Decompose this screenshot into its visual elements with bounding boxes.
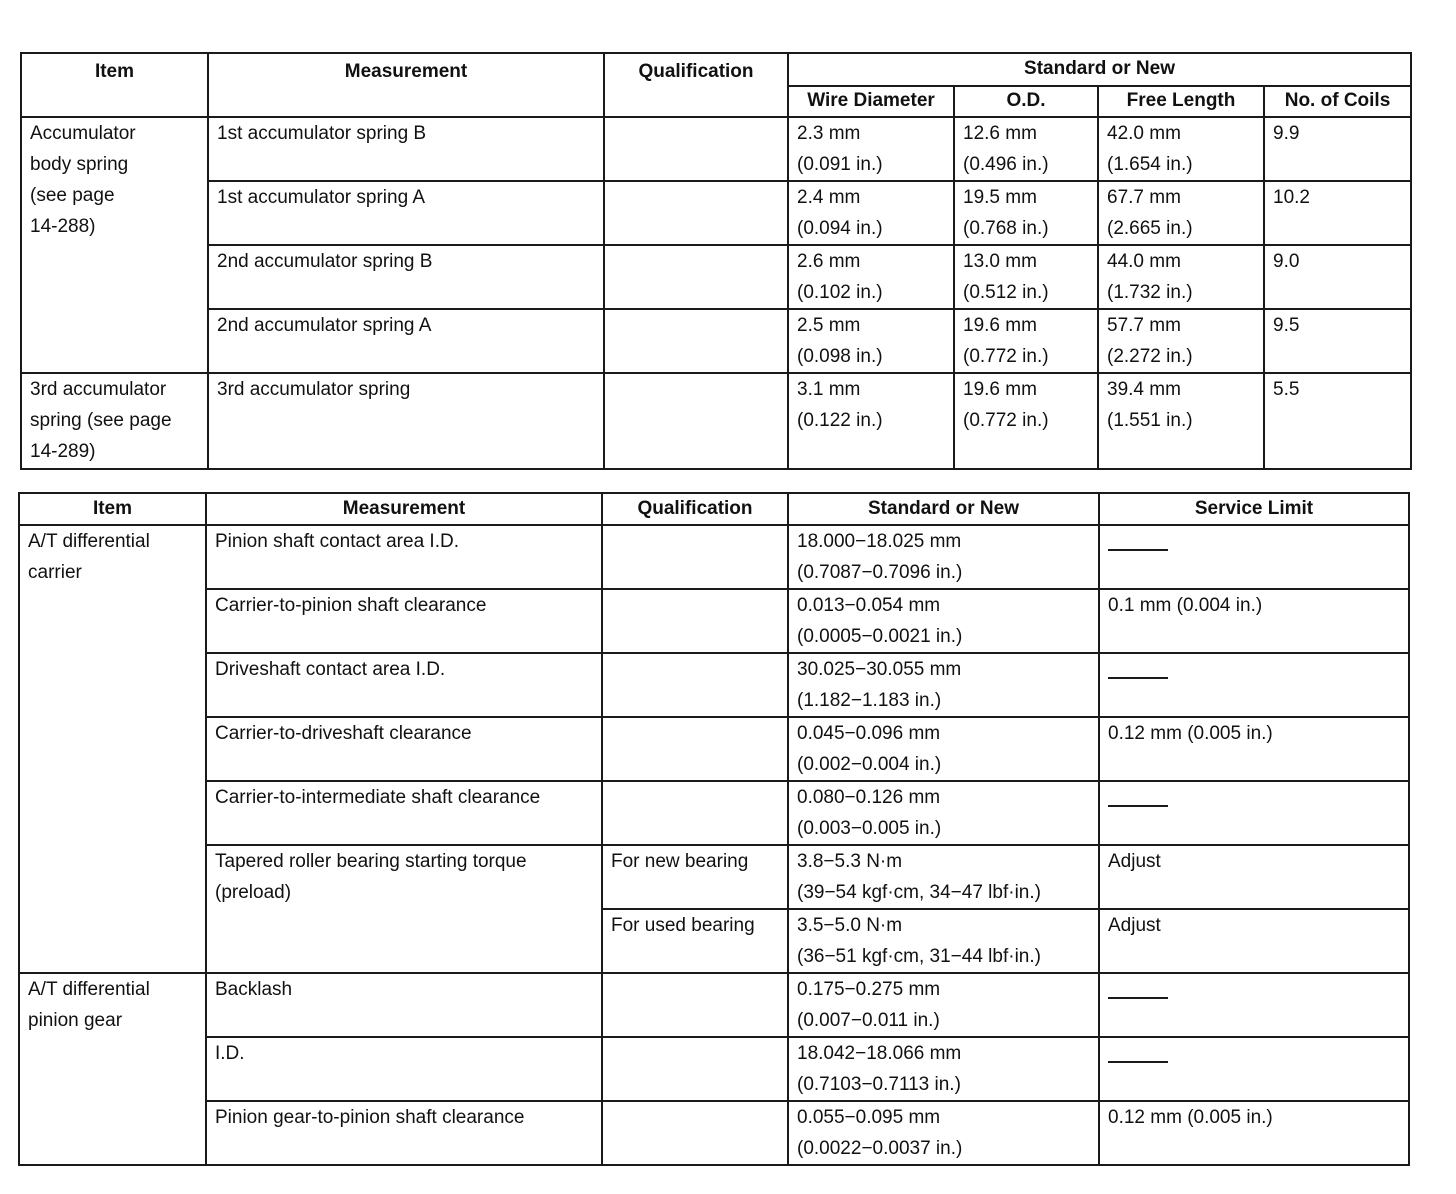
free-length-cell: [1098, 245, 1264, 309]
item-line: 14-289): [30, 441, 96, 462]
measurement-line: Tapered roller bearing starting torque: [215, 851, 527, 872]
header-item: Item: [19, 493, 206, 525]
value-in: (0.122 in.): [797, 410, 883, 431]
service-limit-cell: [1099, 1037, 1409, 1101]
wire-diameter-cell: [788, 245, 954, 309]
value-in: (2.272 in.): [1107, 346, 1193, 367]
value-in: (2.665 in.): [1107, 218, 1193, 239]
header-no-of-coils: No. of Coils: [1264, 86, 1411, 117]
standard-cell: [788, 1037, 1099, 1101]
value-mm: 2.4 mm: [797, 187, 861, 208]
no-limit-dash: [1108, 805, 1168, 807]
value-in: (0.7087−0.7096 in.): [797, 562, 963, 583]
measurement-cell: Carrier-to-intermediate shaft clearance: [206, 781, 602, 845]
standard-cell: [788, 589, 1099, 653]
service-limit-cell: 0.12 mm (0.005 in.): [1099, 1101, 1409, 1165]
table-row: [21, 181, 1411, 245]
value-nm: 3.5−5.0 N·m: [797, 915, 903, 936]
value-mm: 57.7 mm: [1107, 315, 1181, 336]
value-mm: 67.7 mm: [1107, 187, 1181, 208]
service-limit-cell: [1099, 781, 1409, 845]
table-row: [21, 373, 1411, 469]
value-in: (1.182−1.183 in.): [797, 690, 942, 711]
value-in: (0.007−0.011 in.): [797, 1010, 940, 1031]
qualification-cell: [602, 1101, 788, 1165]
coils-cell: 9.0: [1264, 245, 1411, 309]
item-line: carrier: [28, 562, 82, 583]
qualification-cell: [602, 973, 788, 1037]
qualification-cell: For used bearing: [602, 909, 788, 973]
measurement-cell: Driveshaft contact area I.D.: [206, 653, 602, 717]
table-row: [19, 1037, 1409, 1101]
value-in: (0.102 in.): [797, 282, 883, 303]
wire-diameter-cell: [788, 309, 954, 373]
value-mm: 30.025−30.055 mm: [797, 659, 962, 680]
value-kgf: (36−51 kgf·cm, 31−44 lbf·in.): [797, 946, 1041, 967]
wire-diameter-cell: [788, 181, 954, 245]
qualification-cell: [604, 181, 788, 245]
standard-cell: [788, 1101, 1099, 1165]
table-row: [19, 653, 1409, 717]
value-mm: 0.045−0.096 mm: [797, 723, 941, 744]
coils-cell: 10.2: [1264, 181, 1411, 245]
value-in: (0.496 in.): [963, 154, 1049, 175]
measurement-cell: Backlash: [206, 973, 602, 1037]
item-line: pinion gear: [28, 1010, 123, 1031]
measurement-line: (preload): [215, 882, 292, 903]
header-service-limit: Service Limit: [1099, 493, 1409, 525]
measurement-cell: Pinion gear-to-pinion shaft clearance: [206, 1101, 602, 1165]
value-in: (0.768 in.): [963, 218, 1049, 239]
table-row: [21, 245, 1411, 309]
od-cell: [954, 245, 1098, 309]
free-length-cell: [1098, 309, 1264, 373]
value-in: (0.094 in.): [797, 218, 883, 239]
coils-cell: 5.5: [1264, 373, 1411, 469]
header-standard-or-new: Standard or New: [788, 493, 1099, 525]
header-item: Item: [21, 53, 208, 117]
measurement-cell: 3rd accumulator spring: [208, 373, 604, 469]
service-limit-cell: [1099, 973, 1409, 1037]
differential-spec-table: [18, 492, 1410, 1166]
item-line: spring (see page: [30, 410, 172, 431]
wire-diameter-cell: [788, 117, 954, 181]
measurement-cell: Pinion shaft contact area I.D.: [206, 525, 602, 589]
value-mm: 0.055−0.095 mm: [797, 1107, 941, 1128]
no-limit-dash: [1108, 1061, 1168, 1063]
value-in: (1.732 in.): [1107, 282, 1193, 303]
standard-cell: [788, 653, 1099, 717]
qualification-cell: [602, 717, 788, 781]
free-length-cell: [1098, 373, 1264, 469]
no-limit-dash: [1108, 549, 1168, 551]
header-measurement: Measurement: [206, 493, 602, 525]
measurement-cell: [206, 845, 602, 973]
item-3rd-accumulator-spring: [21, 373, 208, 469]
value-mm: 3.1 mm: [797, 379, 861, 400]
value-mm: 18.000−18.025 mm: [797, 531, 962, 552]
coils-cell: 9.9: [1264, 117, 1411, 181]
value-mm: 19.6 mm: [963, 379, 1037, 400]
qualification-cell: [604, 373, 788, 469]
value-mm: 42.0 mm: [1107, 123, 1181, 144]
value-mm: 0.080−0.126 mm: [797, 787, 941, 808]
accumulator-spring-table: [20, 52, 1412, 470]
table-row: [19, 525, 1409, 589]
measurement-cell: 1st accumulator spring A: [208, 181, 604, 245]
value-mm: 2.3 mm: [797, 123, 861, 144]
value-mm: 19.5 mm: [963, 187, 1037, 208]
value-in: (0.003−0.005 in.): [797, 818, 942, 839]
header-qualification: Qualification: [604, 53, 788, 117]
value-in: (0.772 in.): [963, 410, 1049, 431]
value-in: (0.002−0.004 in.): [797, 754, 942, 775]
qualification-cell: [604, 117, 788, 181]
value-mm: 12.6 mm: [963, 123, 1037, 144]
header-measurement: Measurement: [208, 53, 604, 117]
no-limit-dash: [1108, 677, 1168, 679]
table-row: [19, 589, 1409, 653]
value-nm: 3.8−5.3 N·m: [797, 851, 903, 872]
value-in: (0.512 in.): [963, 282, 1049, 303]
item-line: body spring: [30, 154, 129, 175]
value-mm: 2.6 mm: [797, 251, 861, 272]
value-in: (0.772 in.): [963, 346, 1049, 367]
table-row: [21, 309, 1411, 373]
value-mm: 39.4 mm: [1107, 379, 1181, 400]
free-length-cell: [1098, 181, 1264, 245]
header-standard-or-new: Standard or New: [788, 53, 1411, 86]
value-in: (0.098 in.): [797, 346, 883, 367]
header-od: O.D.: [954, 86, 1098, 117]
value-mm: 18.042−18.066 mm: [797, 1043, 962, 1064]
value-in: (0.7103−0.7113 in.): [797, 1074, 961, 1095]
value-mm: 0.013−0.054 mm: [797, 595, 941, 616]
standard-cell: [788, 781, 1099, 845]
service-limit-cell: Adjust: [1099, 845, 1409, 909]
no-limit-dash: [1108, 997, 1168, 999]
od-cell: [954, 117, 1098, 181]
value-in: (0.0022−0.0037 in.): [797, 1138, 963, 1159]
value-in: (1.654 in.): [1107, 154, 1193, 175]
item-line: (see page: [30, 185, 115, 206]
item-line: Accumulator: [30, 123, 136, 144]
value-mm: 13.0 mm: [963, 251, 1037, 272]
standard-cell: [788, 525, 1099, 589]
value-mm: 44.0 mm: [1107, 251, 1181, 272]
standard-cell: [788, 909, 1099, 973]
value-in: (0.0005−0.0021 in.): [797, 626, 963, 647]
qualification-cell: [604, 309, 788, 373]
od-cell: [954, 373, 1098, 469]
qualification-cell: [604, 245, 788, 309]
value-mm: 0.175−0.275 mm: [797, 979, 941, 1000]
service-limit-cell: [1099, 525, 1409, 589]
value-mm: 19.6 mm: [963, 315, 1037, 336]
qualification-cell: [602, 1037, 788, 1101]
item-line: A/T differential: [28, 979, 150, 1000]
service-limit-cell: 0.12 mm (0.005 in.): [1099, 717, 1409, 781]
qualification-cell: [602, 653, 788, 717]
standard-cell: [788, 973, 1099, 1037]
standard-cell: [788, 845, 1099, 909]
measurement-cell: Carrier-to-pinion shaft clearance: [206, 589, 602, 653]
service-limit-cell: [1099, 653, 1409, 717]
qualification-cell: [602, 589, 788, 653]
header-wire-diameter: Wire Diameter: [788, 86, 954, 117]
standard-cell: [788, 717, 1099, 781]
measurement-cell: 2nd accumulator spring B: [208, 245, 604, 309]
measurement-cell: Carrier-to-driveshaft clearance: [206, 717, 602, 781]
item-line: 3rd accumulator: [30, 379, 167, 400]
header-qualification: Qualification: [602, 493, 788, 525]
qualification-cell: For new bearing: [602, 845, 788, 909]
value-in: (0.091 in.): [797, 154, 883, 175]
value-kgf: (39−54 kgf·cm, 34−47 lbf·in.): [797, 882, 1041, 903]
table-row: [19, 717, 1409, 781]
item-accumulator-body-spring: [21, 117, 208, 373]
qualification-cell: [602, 781, 788, 845]
measurement-cell: 1st accumulator spring B: [208, 117, 604, 181]
od-cell: [954, 181, 1098, 245]
table-row: [19, 1101, 1409, 1165]
service-limit-cell: Adjust: [1099, 909, 1409, 973]
od-cell: [954, 309, 1098, 373]
item-line: A/T differential: [28, 531, 150, 552]
header-free-length: Free Length: [1098, 86, 1264, 117]
item-line: 14-288): [30, 216, 96, 237]
wire-diameter-cell: [788, 373, 954, 469]
qualification-cell: [602, 525, 788, 589]
table-row: [21, 117, 1411, 181]
value-in: (1.551 in.): [1107, 410, 1193, 431]
item-differential-carrier: [19, 525, 206, 973]
item-differential-pinion-gear: [19, 973, 206, 1165]
table-row: [19, 973, 1409, 1037]
free-length-cell: [1098, 117, 1264, 181]
service-limit-cell: 0.1 mm (0.004 in.): [1099, 589, 1409, 653]
value-mm: 2.5 mm: [797, 315, 861, 336]
table-row: [19, 781, 1409, 845]
table-row: [19, 845, 1409, 909]
coils-cell: 9.5: [1264, 309, 1411, 373]
measurement-cell: 2nd accumulator spring A: [208, 309, 604, 373]
measurement-cell: I.D.: [206, 1037, 602, 1101]
